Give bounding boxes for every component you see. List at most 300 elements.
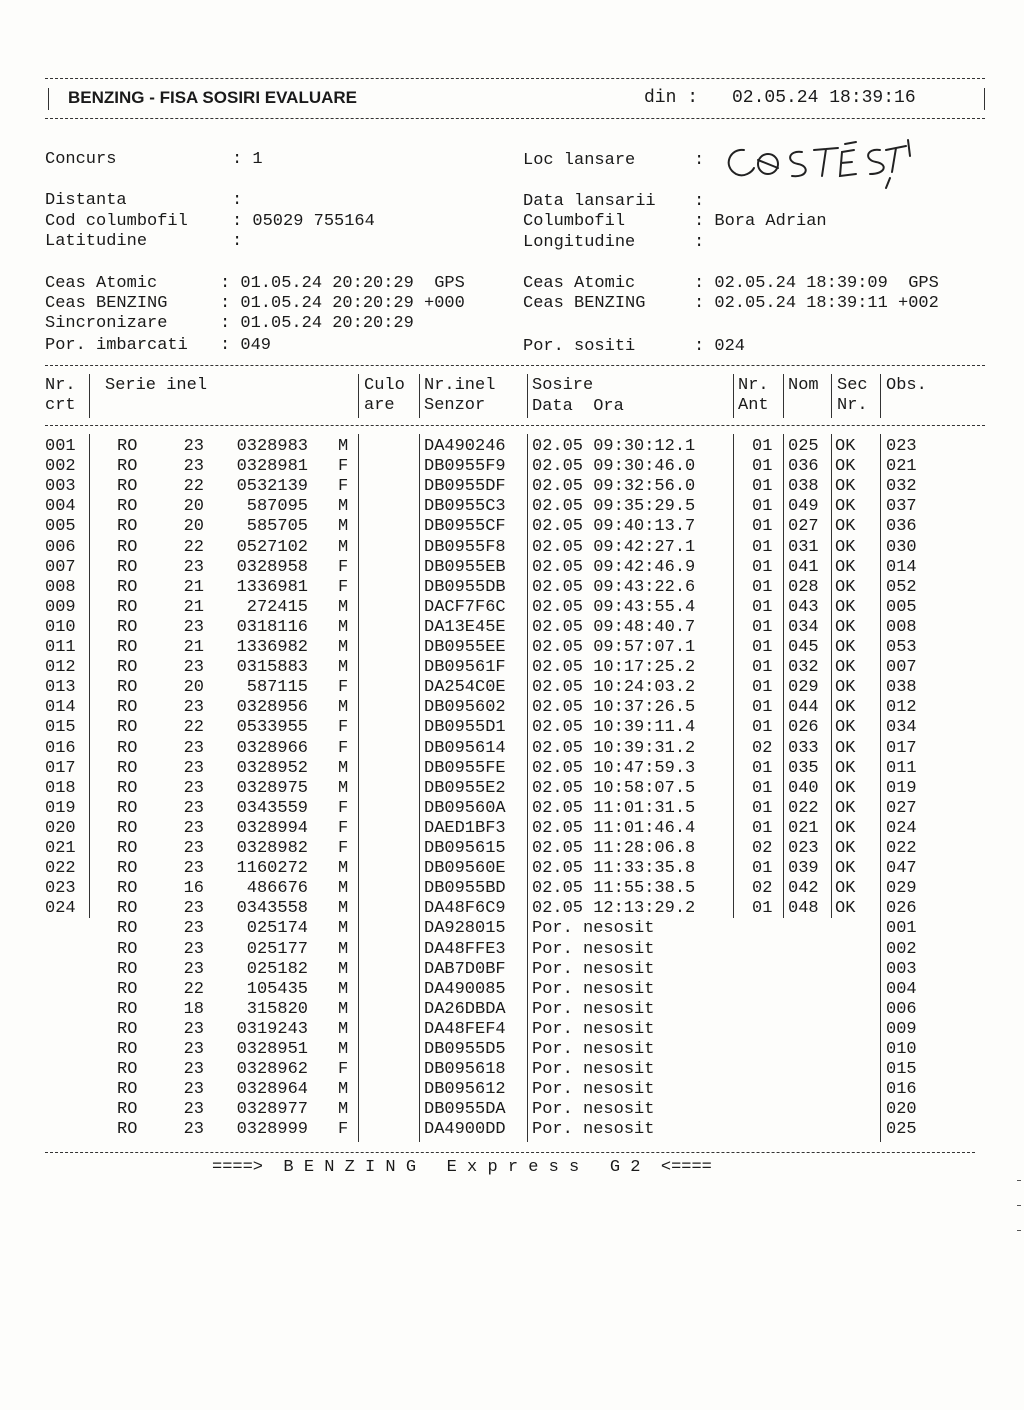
cell-obs: 012: [886, 698, 917, 718]
cell-obs: 004: [886, 979, 917, 999]
cell-nr: 019: [45, 798, 76, 818]
cell-obs: 021: [886, 457, 917, 477]
cell-country: RO: [117, 939, 138, 959]
cell-obs: 008: [886, 617, 917, 637]
cell-ring: 0328966: [236, 738, 308, 758]
cell-arrival: Por. nesosit: [532, 939, 655, 959]
cell-country: RO: [117, 1080, 138, 1100]
cell-sensor: DAB7D0BF: [424, 959, 506, 979]
cell-sensor: DA490246: [424, 437, 506, 456]
cell-sensor: DA13E45E: [424, 617, 506, 637]
cell-sec: OK: [835, 698, 856, 718]
cell-sex: F: [338, 738, 349, 758]
data-lansarii-label: Data lansarii: [523, 192, 656, 211]
cell-ring: 0328962: [236, 1060, 308, 1080]
cell-sex: F: [338, 1120, 349, 1140]
cell-ring: 0527102: [236, 537, 308, 557]
concurs-value: : 1: [232, 150, 263, 169]
cell-sensor: DB0955DA: [424, 1100, 506, 1120]
cell-ring: 0328958: [236, 557, 308, 577]
cell-sex: M: [338, 859, 349, 879]
cell-sensor: DACF7F6C: [424, 597, 506, 617]
cell-sex: M: [338, 617, 349, 637]
cell-obs: 017: [886, 738, 917, 758]
cell-sex: M: [338, 999, 349, 1019]
cell-obs: 011: [886, 758, 917, 778]
cell-nr: 011: [45, 638, 76, 657]
cell-obs: 014: [886, 557, 917, 577]
cell-sex: F: [338, 839, 349, 858]
cell-year: 21: [183, 577, 204, 597]
sep-b-ant: [783, 434, 784, 918]
cell-nr: 008: [45, 577, 76, 597]
sositi-value: : 024: [694, 337, 746, 356]
cell-sensor: DB0955FE: [424, 758, 506, 778]
cell-year: 23: [183, 758, 204, 778]
cell-obs: 022: [886, 839, 917, 858]
cell-ring: 0343558: [236, 899, 308, 919]
sep-b-nrinel: [527, 434, 528, 1142]
cell-arrival: 02.05 09:43:22.6: [532, 577, 696, 597]
cell-year: 23: [183, 798, 204, 818]
cell-sex: M: [338, 597, 349, 617]
cell-nom: 027: [788, 517, 819, 537]
table-top-rule: [45, 365, 985, 366]
ceas-atomic-left-value: : 01.05.24 20:20:29 GPS: [220, 274, 465, 293]
cell-country: RO: [117, 658, 138, 678]
cell-arrival: Por. nesosit: [532, 1100, 655, 1120]
cell-sec: OK: [835, 617, 856, 637]
cell-country: RO: [117, 1120, 138, 1140]
cell-arrival: 02.05 09:42:46.9: [532, 557, 696, 577]
cell-nom: 045: [788, 638, 819, 657]
cod-value: : 05029 755164: [232, 212, 375, 231]
cell-year: 23: [183, 698, 204, 718]
cell-ring: 587095: [246, 497, 308, 517]
cell-sec: OK: [835, 658, 856, 678]
cell-nom: 029: [788, 678, 819, 698]
distanta-value: :: [232, 191, 243, 210]
cell-sex: M: [338, 919, 349, 939]
cell-year: 23: [183, 899, 204, 919]
imbarcati-label: Por. imbarcati: [45, 336, 188, 355]
col-culo-2: are: [364, 396, 395, 415]
cell-ring: 1336982: [236, 638, 308, 657]
cell-nr: 007: [45, 557, 76, 577]
title-box-left: [48, 88, 49, 110]
cell-nr: 006: [45, 537, 76, 557]
cell-sec: OK: [835, 818, 856, 838]
date-value: 02.05.24 18:39:16: [732, 88, 916, 108]
cell-obs: 010: [886, 1040, 917, 1059]
cell-year: 23: [183, 617, 204, 637]
cell-ring: 0532139: [236, 477, 308, 497]
cell-nom: 033: [788, 738, 819, 758]
cell-nr: 017: [45, 758, 76, 778]
cell-obs: 015: [886, 1060, 917, 1080]
cell-year: 20: [183, 517, 204, 537]
cell-antenna: 01: [752, 437, 773, 456]
sep-h-nom: [831, 374, 832, 418]
cell-arrival: 02.05 09:42:27.1: [532, 537, 696, 557]
cell-nr: 012: [45, 658, 76, 678]
cell-sec: OK: [835, 778, 856, 798]
cell-ring: 0533955: [236, 718, 308, 738]
cell-country: RO: [117, 979, 138, 999]
cell-ring: 0328999: [236, 1120, 308, 1140]
sositi-label: Por. sositi: [523, 337, 636, 356]
cell-ring: 1160272: [236, 859, 308, 879]
distanta-label: Distanta: [45, 191, 127, 210]
cell-sensor: DB09560E: [424, 859, 506, 879]
sep-b-sosire: [733, 434, 734, 918]
cell-ring: 0328975: [236, 778, 308, 798]
sep-b-nr: [89, 434, 90, 918]
cell-antenna: 01: [752, 718, 773, 738]
cell-sex: M: [338, 1080, 349, 1100]
cell-nom: 044: [788, 698, 819, 718]
sincronizare-value: : 01.05.24 20:20:29: [220, 314, 414, 333]
cell-arrival: 02.05 10:24:03.2: [532, 678, 696, 698]
sep-h-nr: [89, 374, 90, 418]
cell-obs: 037: [886, 497, 917, 517]
cell-sensor: DA4900DD: [424, 1120, 506, 1140]
cell-sensor: DB0955DF: [424, 477, 506, 497]
cell-sec: OK: [835, 577, 856, 597]
longitudine-value: :: [694, 233, 705, 252]
cell-obs: 052: [886, 577, 917, 597]
cell-year: 23: [183, 738, 204, 758]
cell-nom: 025: [788, 437, 819, 456]
cell-sex: M: [338, 939, 349, 959]
col-nr-2: crt: [45, 396, 76, 415]
cell-nom: 039: [788, 859, 819, 879]
cell-arrival: 02.05 10:39:31.2: [532, 738, 696, 758]
cell-sensor: DA48FEF4: [424, 1019, 506, 1039]
cell-sensor: DB095614: [424, 738, 506, 758]
table-bottom-rule: [45, 1152, 975, 1153]
cell-sensor: DB0955C3: [424, 497, 506, 517]
loc-label: Loc lansare: [523, 151, 636, 170]
cell-nom: 040: [788, 778, 819, 798]
cell-arrival: Por. nesosit: [532, 979, 655, 999]
cell-nom: 032: [788, 658, 819, 678]
col-serie: Serie inel: [105, 376, 208, 395]
cell-nr: 010: [45, 617, 76, 637]
cell-antenna: 01: [752, 517, 773, 537]
cell-antenna: 01: [752, 557, 773, 577]
cell-ring: 585705: [246, 517, 308, 537]
ceas-benzing-right-value: : 02.05.24 18:39:11 +002: [694, 294, 939, 313]
cell-country: RO: [117, 457, 138, 477]
col-ant-1: Nr.: [738, 376, 769, 395]
cell-sec: OK: [835, 678, 856, 698]
cell-sex: M: [338, 658, 349, 678]
cell-sex: M: [338, 1100, 349, 1120]
cell-antenna: 01: [752, 457, 773, 477]
cell-obs: 003: [886, 959, 917, 979]
cell-year: 20: [183, 678, 204, 698]
imbarcati-value: : 049: [220, 336, 272, 355]
cell-year: 23: [183, 919, 204, 939]
cell-obs: 026: [886, 899, 917, 919]
latitudine-value: :: [232, 232, 243, 251]
cell-sensor: DA490085: [424, 979, 506, 999]
cell-sensor: DA48F6C9: [424, 899, 506, 919]
cell-arrival: Por. nesosit: [532, 1080, 655, 1100]
cell-sex: M: [338, 979, 349, 999]
cell-sec: OK: [835, 798, 856, 818]
cell-arrival: 02.05 10:39:11.4: [532, 718, 696, 738]
cell-arrival: Por. nesosit: [532, 1040, 655, 1059]
cell-year: 23: [183, 1100, 204, 1120]
cell-arrival: 02.05 11:33:35.8: [532, 859, 696, 879]
cell-obs: 006: [886, 999, 917, 1019]
cell-ring: 0328981: [236, 457, 308, 477]
cell-obs: 009: [886, 1019, 917, 1039]
cell-sensor: DB09561F: [424, 658, 506, 678]
cell-ring: 0328977: [236, 1100, 308, 1120]
cell-sex: M: [338, 1019, 349, 1039]
cell-sensor: DB0955D1: [424, 718, 506, 738]
cell-country: RO: [117, 557, 138, 577]
cell-ring: 0318116: [236, 617, 308, 637]
cell-obs: 016: [886, 1080, 917, 1100]
cell-nom: 028: [788, 577, 819, 597]
cell-year: 23: [183, 437, 204, 456]
ceas-atomic-right-label: Ceas Atomic: [523, 274, 636, 293]
cell-year: 22: [183, 718, 204, 738]
cell-nr: 021: [45, 839, 76, 858]
cell-sec: OK: [835, 517, 856, 537]
cell-sensor: DA928015: [424, 919, 506, 939]
cell-ring: 587115: [246, 678, 308, 698]
cell-sensor: DB0955F8: [424, 537, 506, 557]
cell-arrival: Por. nesosit: [532, 999, 655, 1019]
cell-sec: OK: [835, 457, 856, 477]
cell-antenna: 01: [752, 678, 773, 698]
cell-arrival: 02.05 09:35:29.5: [532, 497, 696, 517]
cell-sensor: DB0955BD: [424, 879, 506, 899]
cell-arrival: Por. nesosit: [532, 919, 655, 939]
cell-year: 23: [183, 939, 204, 959]
cell-obs: 020: [886, 1100, 917, 1120]
concurs-label: Concurs: [45, 150, 117, 169]
col-sosire-2: Data Ora: [532, 397, 624, 416]
cell-nom: 049: [788, 497, 819, 517]
cell-year: 23: [183, 557, 204, 577]
cell-sex: F: [338, 577, 349, 597]
cell-nr: 004: [45, 497, 76, 517]
cell-year: 23: [183, 839, 204, 858]
col-nrinel-2: Senzor: [424, 396, 486, 415]
cell-nom: 042: [788, 879, 819, 899]
cell-sec: OK: [835, 557, 856, 577]
cell-ring: 025177: [246, 939, 308, 959]
cell-sex: M: [338, 437, 349, 456]
sep-h-serie: [358, 374, 359, 418]
cell-arrival: 02.05 11:01:31.5: [532, 798, 696, 818]
cell-obs: 019: [886, 778, 917, 798]
cell-arrival: 02.05 12:13:29.2: [532, 899, 696, 919]
cell-country: RO: [117, 577, 138, 597]
cell-sec: OK: [835, 758, 856, 778]
cell-ring: 025182: [246, 959, 308, 979]
col-sosire-1: Sosire: [532, 376, 594, 395]
cell-ring: 1336981: [236, 577, 308, 597]
sep-h-sosire: [733, 374, 734, 418]
cell-arrival: 02.05 09:30:46.0: [532, 457, 696, 477]
columbofil-label: Columbofil: [523, 212, 626, 231]
cell-ring: 315820: [246, 999, 308, 1019]
cell-sensor: DB095615: [424, 839, 506, 858]
cell-ring: 0319243: [236, 1019, 308, 1039]
cell-nr: 014: [45, 698, 76, 718]
cell-country: RO: [117, 959, 138, 979]
cell-sensor: DB095602: [424, 698, 506, 718]
cell-year: 23: [183, 959, 204, 979]
cell-antenna: 01: [752, 597, 773, 617]
cell-year: 20: [183, 497, 204, 517]
cell-country: RO: [117, 1040, 138, 1059]
cell-country: RO: [117, 919, 138, 939]
cell-ring: 0328994: [236, 818, 308, 838]
cell-sex: M: [338, 1040, 349, 1059]
cell-nr: 024: [45, 899, 76, 919]
cell-country: RO: [117, 698, 138, 718]
col-nr-1: Nr.: [45, 376, 76, 395]
cell-sec: OK: [835, 638, 856, 657]
cell-sex: M: [338, 517, 349, 537]
cell-ring: 0343559: [236, 798, 308, 818]
cell-sex: F: [338, 718, 349, 738]
cell-nom: 021: [788, 818, 819, 838]
cell-sensor: DAED1BF3: [424, 818, 506, 838]
cell-year: 23: [183, 778, 204, 798]
cell-arrival: 02.05 10:47:59.3: [532, 758, 696, 778]
cell-country: RO: [117, 678, 138, 698]
col-ant-2: Ant: [738, 396, 769, 415]
sep-b-sec: [880, 434, 881, 1142]
header-bottom-rule: [45, 425, 985, 426]
scan-mark: [1017, 1205, 1021, 1206]
cell-sec: OK: [835, 497, 856, 517]
cell-sec: OK: [835, 437, 856, 456]
title-box-right: [984, 88, 985, 110]
cell-sex: F: [338, 557, 349, 577]
cell-year: 23: [183, 859, 204, 879]
cell-nom: 048: [788, 899, 819, 919]
title-box-bottom: [45, 118, 985, 119]
cell-sex: F: [338, 477, 349, 497]
cell-arrival: Por. nesosit: [532, 1120, 655, 1140]
cell-antenna: 01: [752, 477, 773, 497]
cell-ring: 272415: [246, 597, 308, 617]
cell-year: 21: [183, 638, 204, 657]
cell-year: 21: [183, 597, 204, 617]
cell-obs: 002: [886, 939, 917, 959]
cell-sex: M: [338, 959, 349, 979]
cell-country: RO: [117, 1060, 138, 1080]
cell-year: 22: [183, 477, 204, 497]
ceas-benzing-left-label: Ceas BENZING: [45, 294, 168, 313]
cell-sex: F: [338, 678, 349, 698]
cell-arrival: 02.05 10:37:26.5: [532, 698, 696, 718]
cell-antenna: 02: [752, 839, 773, 858]
cell-nom: 031: [788, 537, 819, 557]
cell-country: RO: [117, 1100, 138, 1120]
cell-nr: 016: [45, 738, 76, 758]
cell-obs: 053: [886, 638, 917, 657]
cell-ring: 025174: [246, 919, 308, 939]
col-obs: Obs.: [886, 376, 927, 395]
cell-ring: 0328956: [236, 698, 308, 718]
cell-antenna: 01: [752, 798, 773, 818]
cell-obs: 047: [886, 859, 917, 879]
cell-country: RO: [117, 899, 138, 919]
cell-nom: 026: [788, 718, 819, 738]
cell-obs: 001: [886, 919, 917, 939]
cell-country: RO: [117, 1019, 138, 1039]
cell-arrival: 02.05 11:28:06.8: [532, 839, 696, 858]
sep-b-culo: [419, 434, 420, 1142]
cell-nom: 022: [788, 798, 819, 818]
cell-sex: M: [338, 778, 349, 798]
cell-ring: 0328952: [236, 758, 308, 778]
cell-sec: OK: [835, 879, 856, 899]
cell-nr: 020: [45, 818, 76, 838]
cell-antenna: 01: [752, 617, 773, 637]
cell-sex: F: [338, 798, 349, 818]
cell-sec: OK: [835, 738, 856, 758]
cell-sex: M: [338, 758, 349, 778]
cell-sensor: DB09560A: [424, 798, 506, 818]
cell-nr: 009: [45, 597, 76, 617]
cell-antenna: 02: [752, 738, 773, 758]
cell-antenna: 01: [752, 758, 773, 778]
cell-sex: M: [338, 497, 349, 517]
cell-arrival: 02.05 09:40:13.7: [532, 517, 696, 537]
loc-sep: :: [694, 151, 705, 170]
cell-country: RO: [117, 718, 138, 738]
cell-sensor: DA48FFE3: [424, 939, 506, 959]
ceas-benzing-left-value: : 01.05.24 20:20:29 +000: [220, 294, 465, 313]
cell-arrival: Por. nesosit: [532, 959, 655, 979]
sep-h-culo: [419, 374, 420, 418]
cell-obs: 025: [886, 1120, 917, 1140]
cell-sex: M: [338, 879, 349, 899]
cell-ring: 486676: [246, 879, 308, 899]
cell-sex: F: [338, 457, 349, 477]
cell-ring: 0328951: [236, 1040, 308, 1059]
cell-sensor: DB0955EB: [424, 557, 506, 577]
sep-h-sec: [880, 374, 881, 418]
cell-sec: OK: [835, 899, 856, 919]
cell-obs: 024: [886, 818, 917, 838]
cell-nr: 015: [45, 718, 76, 738]
cell-country: RO: [117, 638, 138, 657]
cell-year: 23: [183, 1040, 204, 1059]
cell-obs: 005: [886, 597, 917, 617]
cell-sensor: DB0955E2: [424, 778, 506, 798]
cell-antenna: 01: [752, 859, 773, 879]
cell-nr: 018: [45, 778, 76, 798]
cell-country: RO: [117, 477, 138, 497]
cell-obs: 038: [886, 678, 917, 698]
cell-sex: F: [338, 818, 349, 838]
cell-nr: 005: [45, 517, 76, 537]
cell-obs: 007: [886, 658, 917, 678]
